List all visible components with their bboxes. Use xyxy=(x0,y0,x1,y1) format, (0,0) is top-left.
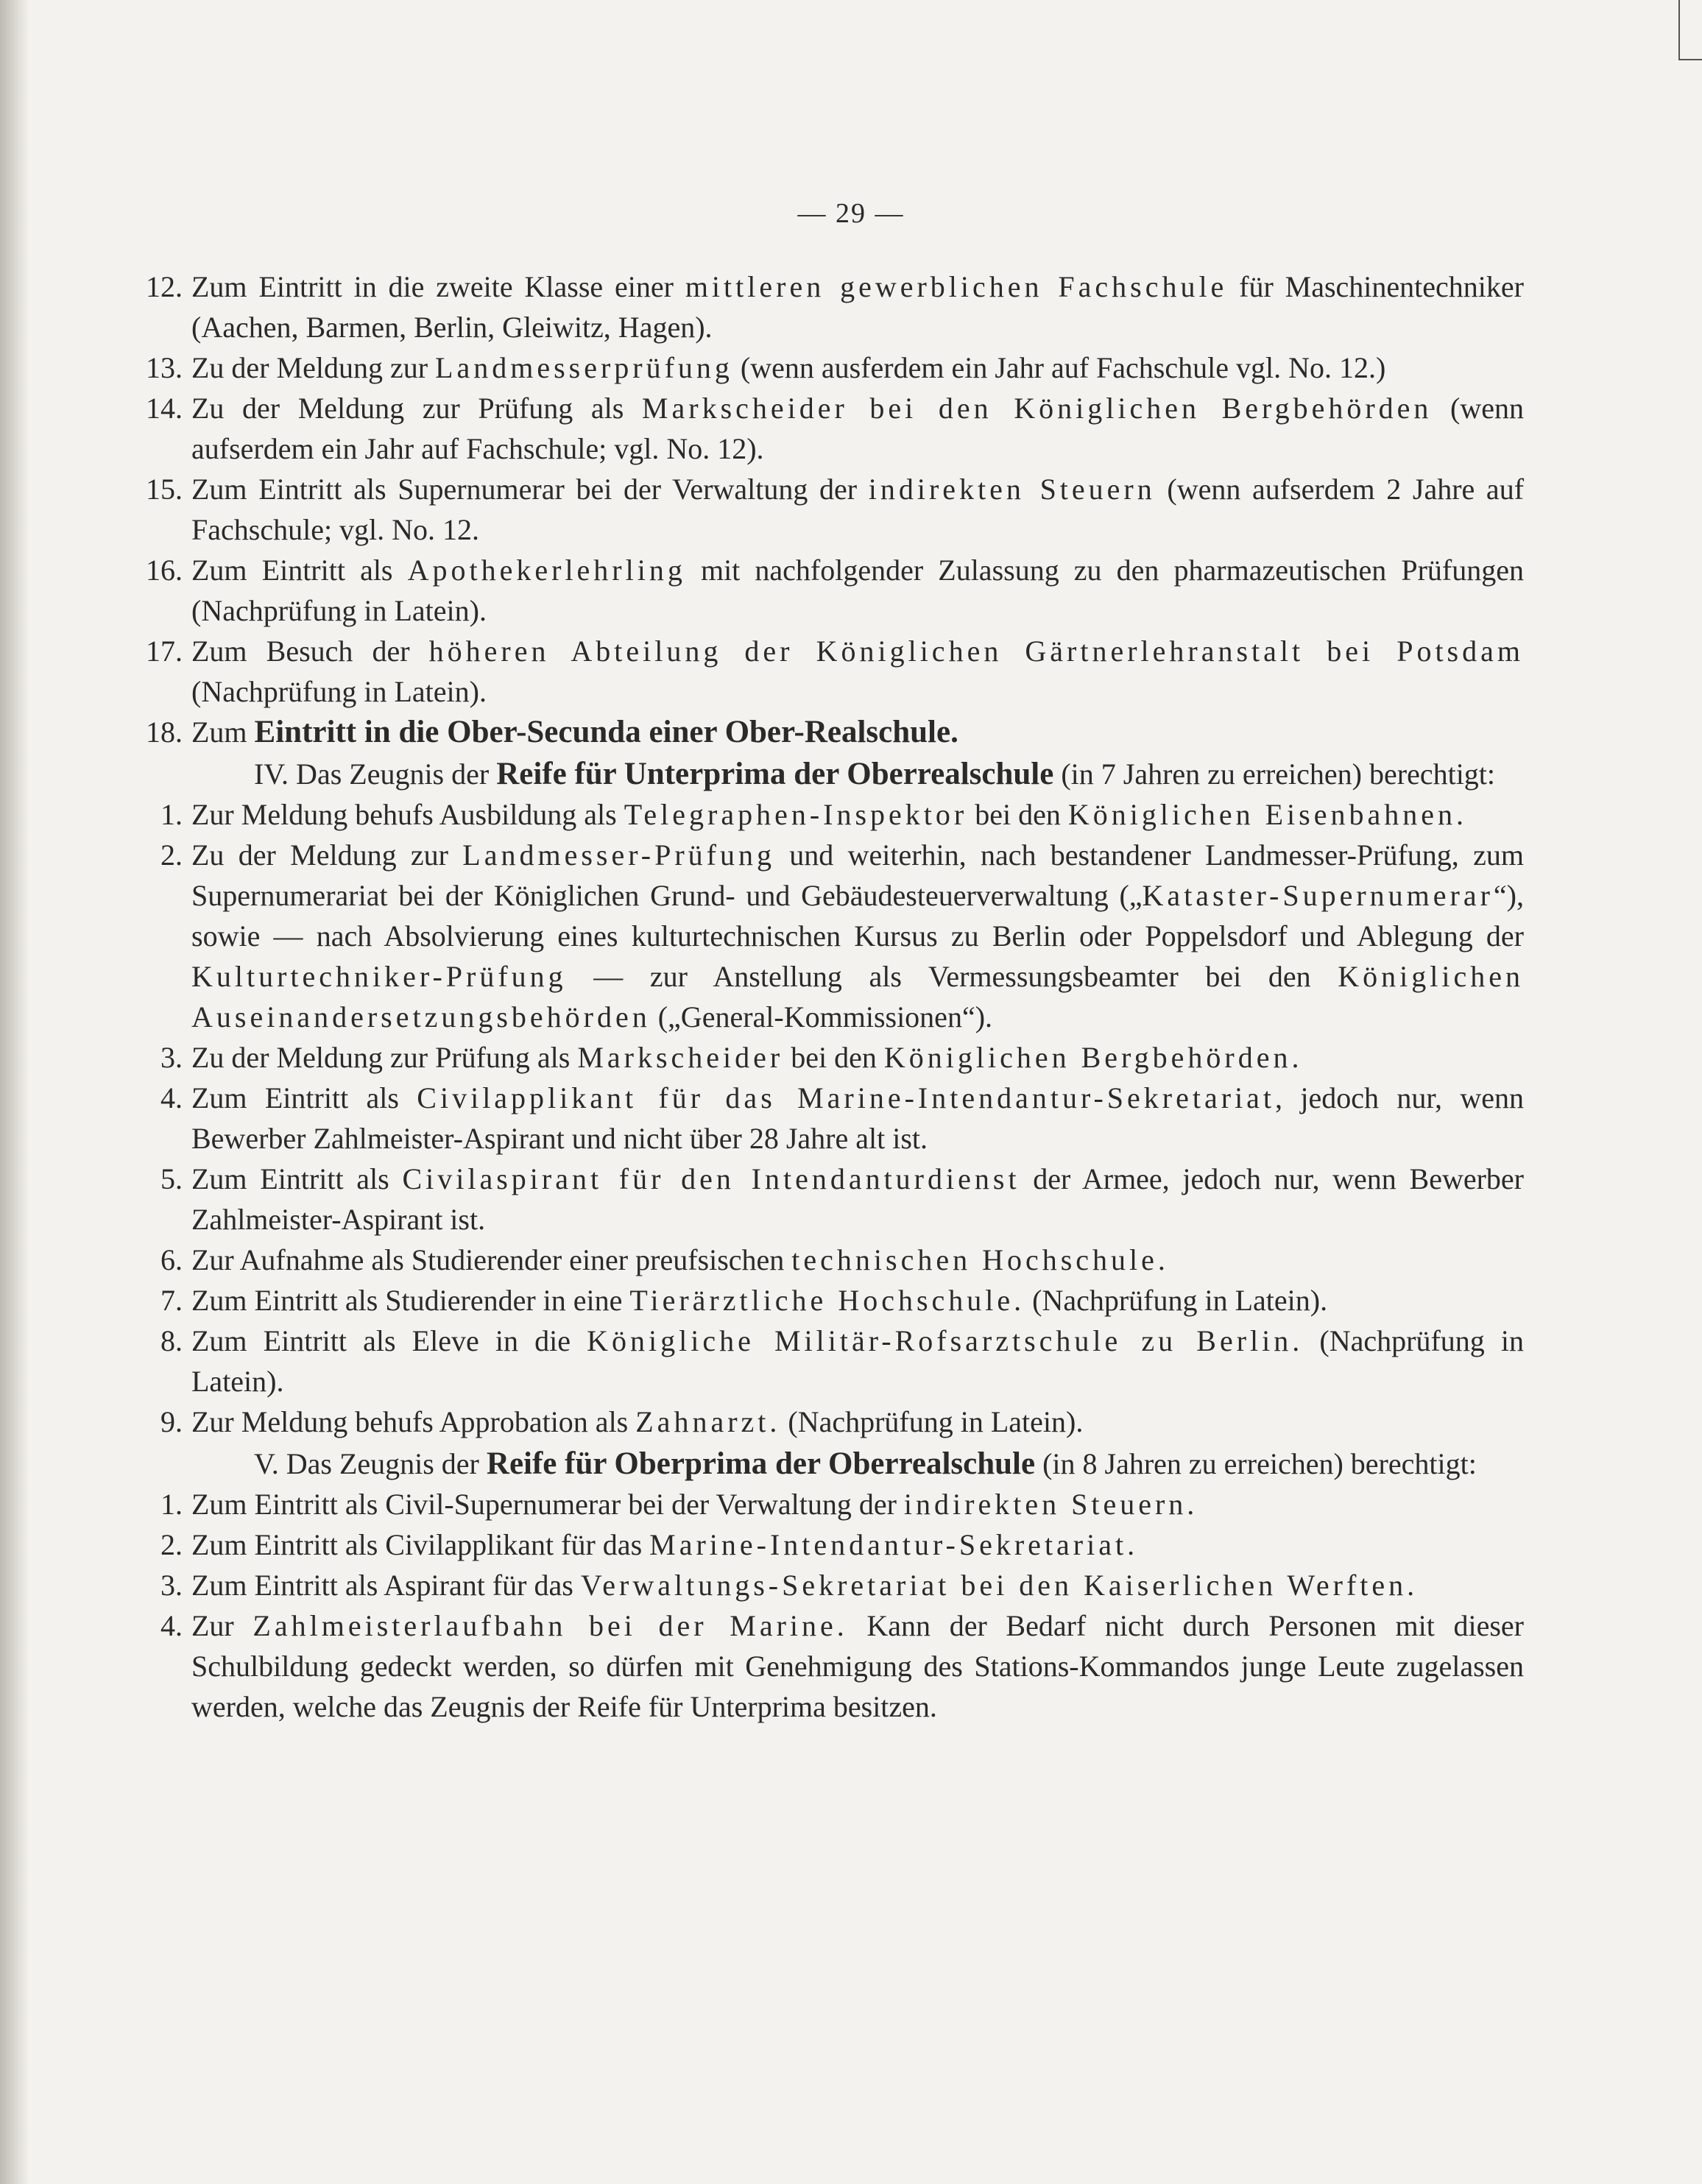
text-run: “), sowie — nach Absolvierung eines kulturtechnischen Kursus zu Berlin oder Poppelsdorf und Ablegung der xyxy=(191,879,1524,953)
item-number: 2. xyxy=(160,838,183,872)
list-item xyxy=(140,1240,1524,1280)
list-item xyxy=(140,1037,1524,1078)
section-v-heading xyxy=(140,1443,1524,1484)
bold-heading-text: Reife für Oberprima der Oberrealschule xyxy=(486,1446,1036,1481)
spaced-text: Tierärztliche Hochschule. xyxy=(629,1284,1025,1317)
item-number: 14. xyxy=(146,392,183,425)
list-item xyxy=(140,266,1524,347)
item-number: 7. xyxy=(160,1284,183,1317)
spaced-text: Landmesserprüfung xyxy=(435,351,733,384)
list-item xyxy=(140,1402,1524,1442)
text-run: und weiterhin, nach bestandener Landmesser-Prüfung, zum Supernumerariat bei der Königlichen Grund- und Gebäudesteuerverwaltung („ xyxy=(191,838,1524,912)
list-item xyxy=(140,550,1524,631)
bold-heading-text: Eintritt in die Ober-Secunda einer Ober-Realschule. xyxy=(254,715,958,749)
text-run: („General-Kommissionen“). xyxy=(650,1000,993,1033)
spaced-text: Verwaltungs-Sekretariat bei den Kaiserlichen Werften. xyxy=(580,1569,1419,1602)
spaced-text: technischen Hochschule. xyxy=(791,1243,1169,1276)
text-run: Zu der Meldung zur Prüfung als xyxy=(191,1041,578,1074)
spaced-text: Zahlmeisterlaufbahn bei der Marine. xyxy=(253,1609,848,1642)
item-number: 9. xyxy=(160,1405,183,1438)
list-c xyxy=(140,1484,1524,1727)
text-run: Zum Eintritt als xyxy=(191,1081,417,1114)
spaced-text: Königlichen Bergbehörden. xyxy=(883,1041,1303,1074)
item-number: 16. xyxy=(146,554,183,587)
text-run: Zu der Meldung zur Prüfung als xyxy=(191,392,642,425)
list-item xyxy=(140,1280,1524,1321)
list-item xyxy=(140,1484,1524,1524)
section-iv-heading xyxy=(140,754,1524,794)
text-run: Zum Eintritt als Aspirant für das xyxy=(191,1569,581,1602)
spaced-text: Apothekerlehrling xyxy=(407,554,686,587)
text-run: der Armee, jedoch nur, wenn Bewerber Zahlmeister-Aspirant ist. xyxy=(191,1162,1524,1236)
text-run: Zu der Meldung zur xyxy=(191,838,463,872)
text-run: Zum Eintritt als xyxy=(191,1162,403,1195)
text-run: (wenn ausferdem ein Jahr auf Fachschule vgl. No. 12.) xyxy=(732,351,1386,384)
item-number: 18. xyxy=(146,715,183,749)
spaced-text: indirekten Steuern xyxy=(868,473,1156,506)
spaced-text: Landmesser-Prüfung xyxy=(462,838,775,872)
list-item xyxy=(140,1159,1524,1240)
item-number: 2. xyxy=(160,1528,183,1561)
list-item xyxy=(140,1605,1524,1727)
list-item xyxy=(140,1524,1524,1565)
text-run: (in 8 Jahren zu erreichen) berechtigt: xyxy=(1035,1447,1477,1480)
list-item xyxy=(140,835,1524,1037)
text-run: Zum Eintritt als xyxy=(191,554,408,587)
page-edge-shadow xyxy=(0,0,29,2184)
spaced-text: Königlichen Eisenbahnen. xyxy=(1067,798,1467,831)
spaced-text: Telegraphen-Inspektor xyxy=(624,798,968,831)
spaced-text: Königlichen Auseinandersetzungsbehörden xyxy=(191,960,1524,1033)
text-run: Zum Eintritt als Studierender in eine xyxy=(191,1284,630,1317)
text-run: Zur xyxy=(191,1609,253,1642)
spaced-text: höheren Abteilung der Königlichen Gärtnerlehranstalt bei Potsdam xyxy=(428,635,1524,668)
list-item xyxy=(140,1565,1524,1605)
text-run: (Nachprüfung in Latein). xyxy=(780,1405,1084,1438)
list-item xyxy=(140,794,1524,835)
text-run: mit nachfolgender Zulassung zu den pharmazeutischen Prüfungen (Nachprüfung in Latein). xyxy=(191,554,1524,627)
item-number: 3. xyxy=(160,1041,183,1074)
item-number: 1. xyxy=(160,798,183,831)
item-number: 12. xyxy=(146,270,183,303)
page-body xyxy=(140,266,1524,1727)
text-run: Zu der Meldung zur xyxy=(191,351,436,384)
item-number: 3. xyxy=(160,1569,183,1602)
spaced-text: Civilaspirant für den Intendanturdienst xyxy=(402,1162,1020,1195)
text-run: V. Das Zeugnis der xyxy=(254,1447,487,1480)
page-corner-mark xyxy=(1678,0,1702,60)
text-run: (Nachprüfung in Latein). xyxy=(191,1324,1525,1398)
text-run: (Nachprüfung in Latein). xyxy=(191,675,487,708)
item-number: 15. xyxy=(146,473,183,506)
spaced-text: Zahnarzt. xyxy=(635,1405,781,1438)
text-run: — zur Anstellung als Vermessungsbeamter bei den xyxy=(566,960,1338,993)
text-run: Zum Eintritt in die zweite Klasse einer xyxy=(191,270,685,303)
list-item xyxy=(140,388,1524,469)
list-a xyxy=(140,266,1524,752)
spaced-text: Kataster-Supernumerar xyxy=(1142,879,1494,912)
item-number: 4. xyxy=(160,1081,183,1114)
text-run: IV. Das Zeugnis der xyxy=(254,757,497,791)
spaced-text: mittleren gewerblichen Fachschule xyxy=(685,270,1228,303)
text-run: Zum Eintritt als Civilapplikant für das xyxy=(191,1528,650,1561)
page-number: — 29 — xyxy=(797,198,905,229)
item-number: 1. xyxy=(160,1488,183,1521)
spaced-text: Civilapplikant für das Marine-Intendantur-Sekretariat xyxy=(417,1081,1276,1114)
spaced-text: Kulturtechniker-Prüfung xyxy=(191,960,567,993)
text-run: Zum Besuch der xyxy=(191,635,429,668)
text-run: Zur Meldung behufs Ausbildung als xyxy=(191,798,624,831)
text-run: bei den xyxy=(967,798,1068,831)
bold-heading-text: Reife für Unterprima der Oberrealschule xyxy=(496,757,1054,791)
list-item xyxy=(140,469,1524,550)
item-number: 5. xyxy=(160,1162,183,1195)
text-run: (in 7 Jahren zu erreichen) berechtigt: xyxy=(1053,757,1496,791)
item-number: 8. xyxy=(160,1324,183,1357)
text-run: (wenn aufserdem 2 Jahre auf Fachschule; vgl. No. 12. xyxy=(191,473,1525,546)
spaced-text: Königliche Militär-Rofsarztschule zu Berlin. xyxy=(587,1324,1304,1357)
list-item xyxy=(140,347,1524,388)
list-item xyxy=(140,712,1524,752)
item-number: 17. xyxy=(146,635,183,668)
list-item xyxy=(140,631,1524,712)
text-run: Zum Eintritt als Eleve in die xyxy=(191,1324,587,1357)
text-run: Zum Eintritt als Civil-Supernumerar bei der Verwaltung der xyxy=(191,1488,904,1521)
text-run: Zum xyxy=(191,715,255,749)
text-run: (wenn aufserdem ein Jahr auf Fachschule; vgl. No. 12). xyxy=(191,392,1524,465)
text-run: Zur Meldung behufs Approbation als xyxy=(191,1405,636,1438)
text-run: Zur Aufnahme als Studierender einer preufsischen xyxy=(191,1243,792,1276)
spaced-text: Markscheider bei den Königlichen Bergbehörden xyxy=(641,392,1433,425)
text-run: (Nachprüfung in Latein). xyxy=(1025,1284,1328,1317)
item-number: 6. xyxy=(160,1243,183,1276)
spaced-text: indirekten Steuern. xyxy=(903,1488,1198,1521)
text-run: , jedoch nur, wenn Bewerber Zahlmeister-Aspirant und nicht über 28 Jahre alt ist. xyxy=(191,1081,1524,1155)
list-b xyxy=(140,794,1524,1442)
spaced-text: Markscheider xyxy=(577,1041,784,1074)
spaced-text: Marine-Intendantur-Sekretariat. xyxy=(649,1528,1139,1561)
item-number: 13. xyxy=(146,351,183,384)
text-run: Zum Eintritt als Supernumerar bei der Verwaltung der xyxy=(191,473,869,506)
item-number: 4. xyxy=(160,1609,183,1642)
list-item xyxy=(140,1321,1524,1402)
text-run: Kann der Bedarf nicht durch Personen mit dieser Schulbildung gedeckt werden, so dürfen mit Genehmigung des Stations-Kommandos junge Leute zugelassen werden, welche das Zeugnis der Reife für Unterprima besitzen. xyxy=(191,1609,1524,1723)
text-run: für Maschinentechniker (Aachen, Barmen, Berlin, Gleiwitz, Hagen). xyxy=(191,270,1524,344)
list-item xyxy=(140,1078,1524,1159)
text-run: bei den xyxy=(783,1041,884,1074)
